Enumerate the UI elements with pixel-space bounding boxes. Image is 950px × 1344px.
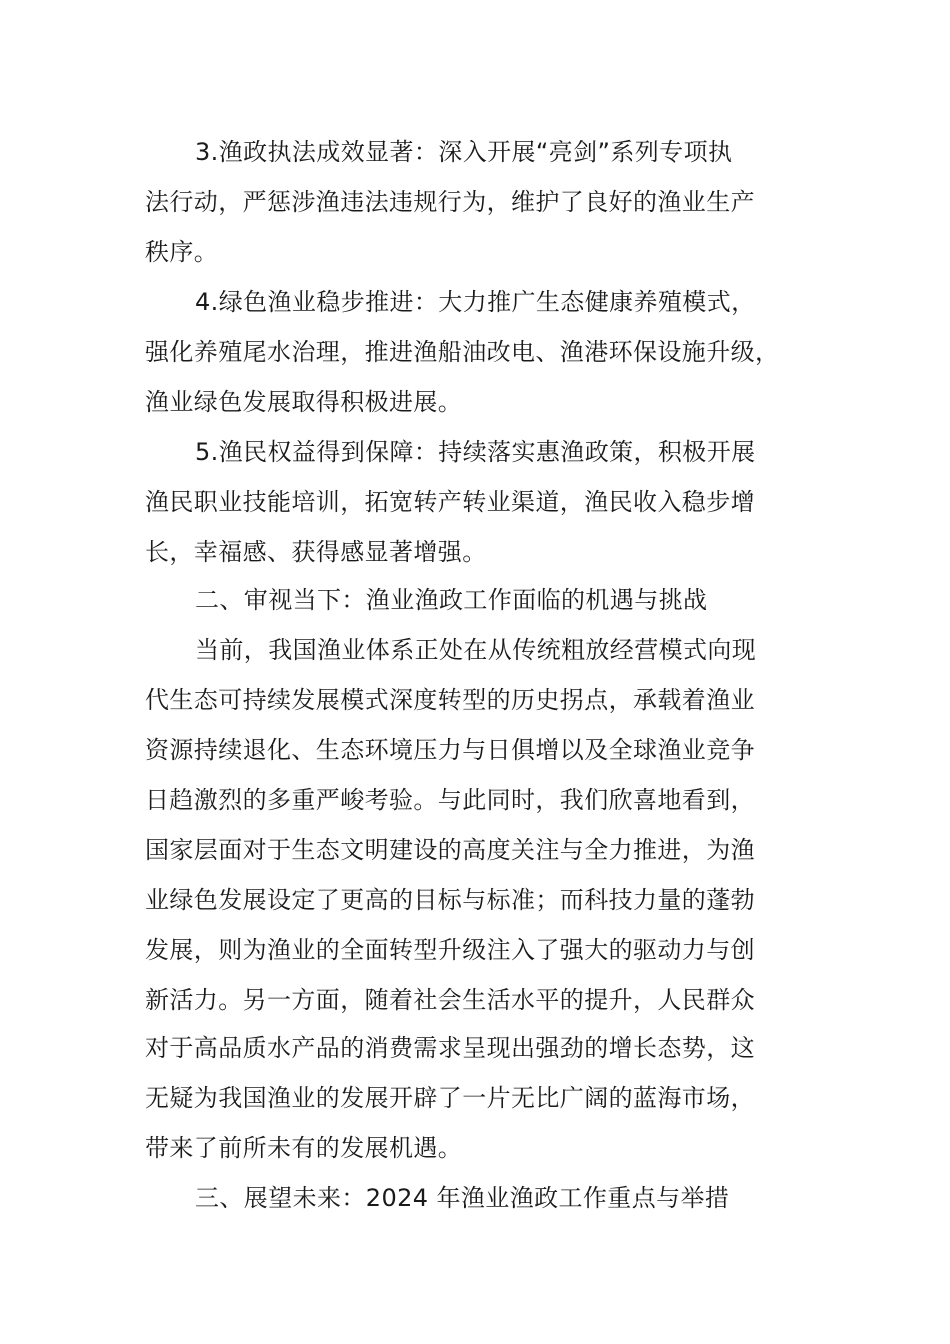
section-heading-3: 三、展望未来：2024 年渔业渔政工作重点与举措 xyxy=(195,1184,730,1212)
paragraph-current-line-7: 发展，则为渔业的全面转型升级注入了强大的驱动力与创 xyxy=(145,936,755,964)
paragraph-current-line-9: 对于高品质水产品的消费需求呈现出强劲的增长态势，这 xyxy=(145,1034,755,1062)
paragraph-current-line-6: 业绿色发展设定了更高的目标与标准；而科技力量的蓬勃 xyxy=(145,886,755,914)
paragraph-5-line-2: 渔民职业技能培训，拓宽转产转业渠道，渔民收入稳步增 xyxy=(145,488,755,516)
section-heading-2: 二、审视当下：渔业渔政工作面临的机遇与挑战 xyxy=(195,586,708,614)
paragraph-4-line-1: 4.绿色渔业稳步推进：大力推广生态健康养殖模式， xyxy=(195,288,756,316)
paragraph-current-line-5: 国家层面对于生态文明建设的高度关注与全力推进，为渔 xyxy=(145,836,755,864)
paragraph-current-line-11: 带来了前所未有的发展机遇。 xyxy=(145,1134,463,1162)
paragraph-5-line-3: 长，幸福感、获得感显著增强。 xyxy=(145,538,487,566)
paragraph-4-line-2: 强化养殖尾水治理，推进渔船油改电、渔港环保设施升级， xyxy=(145,338,780,366)
paragraph-current-line-8: 新活力。另一方面，随着社会生活水平的提升，人民群众 xyxy=(145,986,755,1014)
paragraph-current-line-3: 资源持续退化、生态环境压力与日俱增以及全球渔业竞争 xyxy=(145,736,755,764)
paragraph-current-line-1: 当前，我国渔业体系正处在从传统粗放经营模式向现 xyxy=(195,636,757,664)
paragraph-4-line-3: 渔业绿色发展取得积极进展。 xyxy=(145,388,463,416)
paragraph-5-line-1: 5.渔民权益得到保障：持续落实惠渔政策，积极开展 xyxy=(195,438,756,466)
paragraph-3-line-3: 秩序。 xyxy=(145,238,219,266)
paragraph-3-line-1: 3.渔政执法成效显著：深入开展“亮剑”系列专项执 xyxy=(195,138,733,166)
paragraph-current-line-4: 日趋激烈的多重严峻考验。与此同时，我们欣喜地看到， xyxy=(145,786,755,814)
paragraph-3-line-2: 法行动，严惩涉渔违法违规行为，维护了良好的渔业生产 xyxy=(145,188,755,216)
paragraph-current-line-2: 代生态可持续发展模式深度转型的历史拐点，承载着渔业 xyxy=(145,686,755,714)
paragraph-current-line-10: 无疑为我国渔业的发展开辟了一片无比广阔的蓝海市场， xyxy=(145,1084,755,1112)
